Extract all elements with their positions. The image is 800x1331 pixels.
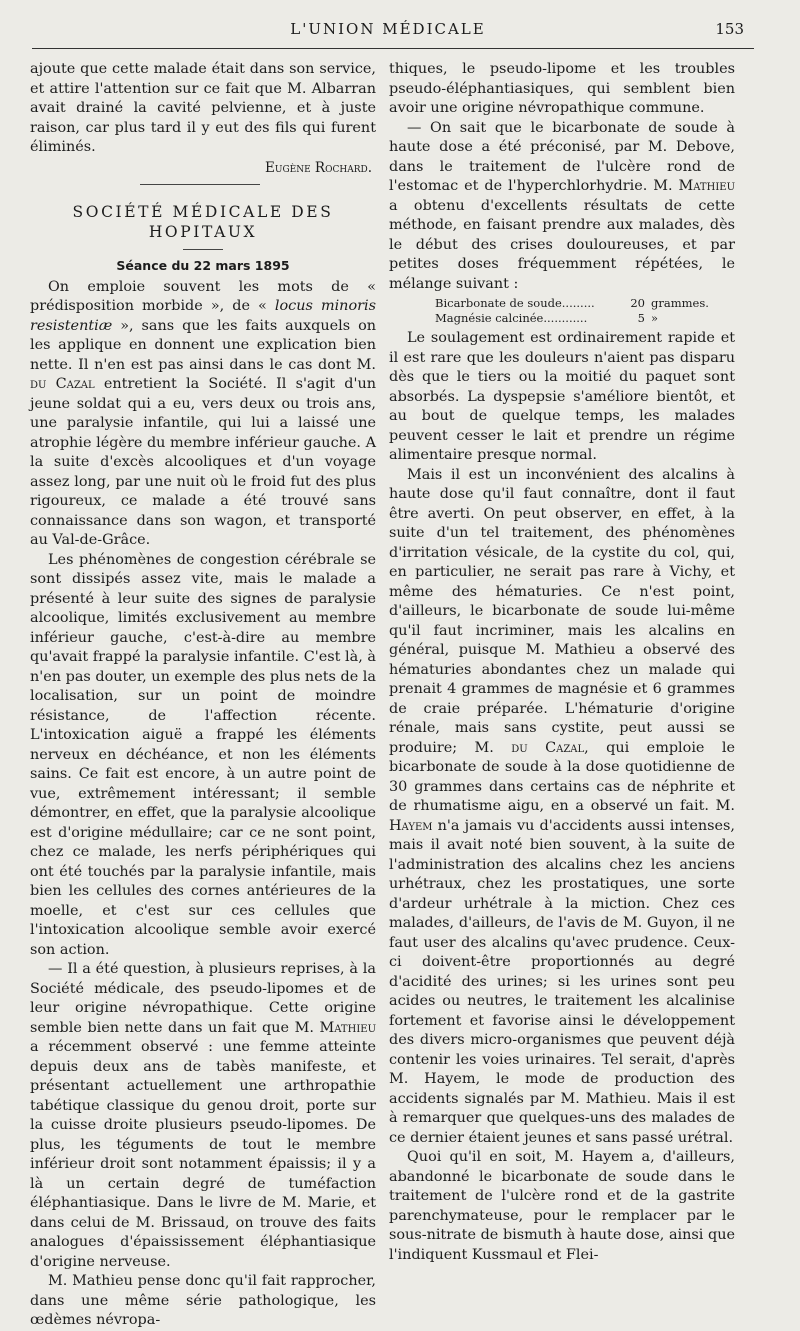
text-run: — On sait que le bicarbonate de soude à haute dose a été préconisé, par M. Debove, dans le traitement de l'ulcère rond de l'estomac et de l'hyperchlorhydrie. M.: [389, 119, 735, 194]
paragraph-continuation: ajoute que cette malade était dans son service, et attire l'attention sur ce fait que M. Albarran avait drainé la cavité pelvienne, et à juste raison, car plus tard il y eut des fils qui furent éliminés.: [30, 61, 376, 155]
text-run: , qui emploie le bicarbonate de soude à la dose quotidienne de 30 grammes dans certains cas de néphrite et de rhumatisme aigu, en a observé un fait. M.: [389, 739, 735, 814]
page-number: 153: [715, 20, 744, 38]
author-signature: Eugène Rochard.: [265, 159, 372, 176]
recipe-line: [435, 311, 735, 326]
text-run: », sans que les faits auxquels on les applique en donnent une explication bien nette. Il n'en est pas ainsi dans le cas dont M.: [30, 317, 376, 373]
ingredient-name: Bicarbonate de soude.........: [435, 296, 595, 310]
running-title: L'UNION MÉDICALE: [290, 20, 486, 38]
text-run: entretient la Société. Il s'agit d'un jeune soldat qui a eu, vers deux ou trois ans, une paralysie infantile, qui lui a laissé une atrophie légère du membre inférieur gauche. A la suite d'excès alcooliques et d'un voyage assez long, par une nuit où le froid fut des plus rigoureux, ce malade a été trouvé sans connaissance dans son wagon, et transporté au Val-de-Grâce.: [30, 376, 376, 548]
header-rule: [32, 48, 754, 49]
title-divider: [183, 249, 223, 250]
text-run: n'a jamais vu d'accidents aussi intenses, mais il avait noté bien souvent, à la suite de l'administration des alcalins chez les anciens urhétraux, chez les prostatiques, une sorte d'ardeur urhétrale à la miction. Chez ces malades, d'ailleurs, de l'avis de M. Guyon, il ne faut user des alcalins qu'avec prudence. Ceux-ci doivent-être proportionnés au degré d'acidité des urines; si les urines sont peu acides ou neutres, le traitement les alcalinise fortement et favorise ainsi le développement des divers micro-organismes que peuvent déjà contenir les voies urinaires. Tel serait, d'après M. Hayem, le mode de production des accidents signalés par M. Mathieu. Mais il est à remarquer que quelques-uns des malades de ce dernier étaient jeunes et sans passé urétral.: [389, 817, 735, 1146]
author-name: Hayem: [389, 817, 433, 834]
text-run: Mais il est un inconvénient des alcalins à haute dose qu'il faut connaître, dont il faut être averti. On peut observer, en effet, à la suite d'un tel traitement, des phénomènes d'irritation vésicale, de la cystite du col, qui, en particulier, ne serait pas rare à Vichy, et même des hématuries. Ce n'est point, d'ailleurs, le bicarbonate de soude lui-même qu'il faut incriminer, mais les alcalins en général, puisque M. Mathieu a observé des hématuries abondantes chez un malade qui prenait 4 grammes de magnésie et 6 grammes de craie préparée. L'hématurie d'origine rénale, mais sans cystite, peut aussi se produire; M.: [389, 466, 735, 756]
paragraph-mathieu: M. Mathieu pense donc qu'il fait rapprocher, dans une même série pathologique, les œdèmes névropa-: [30, 1273, 376, 1328]
section-title: SOCIÉTÉ MÉDICALE DES HOPITAUX: [72, 203, 334, 241]
ingredient-unit: »: [651, 311, 659, 325]
recipe-line: [435, 296, 735, 311]
paragraph-congestion: Les phénomènes de congestion cérébrale se sont dissipés assez vite, mais le malade a présenté à leur suite des signes de paralysie alcoolique, limités exclusivement au membre inférieur gauche, c'est-à-dire au membre qu'avait frappé la paralysie infantile. C'est là, à n'en pas douter, un exemple des plus nets de la localisation, sur un point de moindre résistance, de l'affection récente. L'intoxication aiguë a frappé les éléments nerveux en déchéance, et non les éléments sains. Ce fait est encore, à un autre point de vue, extrêmement intéressant; il semble démontrer, en effet, que la paralysie alcoolique est d'origine médullaire; car ce ne sont point, chez ce malade, les nerfs périphériques qui ont été touchés par la paralysie infantile, mais bien les cellules des cornes antérieures de la moelle, et c'est sur ces cellules que l'intoxication alcoolique semble avoir exercé son action.: [30, 551, 376, 958]
text-run: — Il a été question, à plusieurs reprises, à la Société médicale, des pseudo-lipomes et de leur origine névropathique. Cette origine semble bien nette dans un fait que M.: [30, 961, 376, 1036]
page-header: [32, 18, 744, 42]
paragraph-pseudo-lipomes: [30, 960, 376, 1272]
right-column: [389, 60, 735, 1263]
paragraph-du-cazal: [30, 278, 376, 551]
paragraph-soulagement: Le soulagement est ordinairement rapide et il est rare que les douleurs n'aient pas disparu dès que le tiers ou la moitié du paquet sont absorbés. La dyspepsie s'améliore bientôt, et au bout de quelque temps, les malades peuvent cesser le lait et prendre un régime alimentaire presque normal.: [389, 330, 735, 463]
author-name: du Cazal: [30, 376, 95, 392]
section-divider: [140, 184, 260, 185]
text-run: a récemment observé : une femme atteinte depuis deux ans de tabès manifeste, et présentant actuellement une arthropathie tabétique classique du genou droit, porte sur la cuisse droite plusieurs pseudo-lipomes. De plus, les téguments de tout le membre inférieur droit sont notamment épaissis; il y a là un certain degré de tuméfaction éléphantiasique. Dans le livre de M. Marie, et dans celui de M. Brissaud, on trouve des faits analogues d'épaississement éléphantiasique d'origine nerveuse.: [30, 1039, 376, 1270]
paragraph-bicarbonate: [389, 119, 735, 295]
text-run: On emploie souvent les mots de « prédisposition morbide », de «: [30, 278, 376, 314]
ingredient-quantity: 20: [630, 296, 645, 310]
paragraph-continuation: thiques, le pseudo-lipome et les troubles pseudo-éléphantiasiques, qui semblent bien avoir une origine névropathique commune.: [389, 61, 735, 116]
ingredient-unit: grammes.: [651, 296, 709, 310]
ingredient-quantity: 5: [637, 311, 645, 325]
latin-phrase: locus minoris resistentiæ: [30, 298, 376, 334]
session-date: Séance du 22 mars 1895: [116, 258, 290, 273]
paragraph-inconvenient: [389, 466, 735, 1149]
ingredient-name: Magnésie calcinée............: [435, 311, 588, 325]
left-column: [30, 60, 376, 1328]
text-run: a obtenu d'excellents résultats de cette méthode, en faisant prendre aux malades, dès le début des crises douloureuses, et par petites doses fréquemment répétées, le mélange suivant :: [389, 197, 735, 292]
paragraph-hayem: Quoi qu'il en soit, M. Hayem a, d'ailleurs, abandonné le bicarbonate de soude dans le traitement de l'ulcère rond et de la gastrite parenchymateuse, pour le remplacer par le sous-nitrate de bismuth à haute dose, ainsi que l'indiquent Kussmaul et Flei-: [389, 1149, 735, 1263]
recipe-formula: [435, 296, 735, 326]
author-name: Mathieu: [678, 178, 735, 194]
author-name: Mathieu: [319, 1019, 376, 1036]
author-name: du Cazal: [511, 739, 585, 756]
